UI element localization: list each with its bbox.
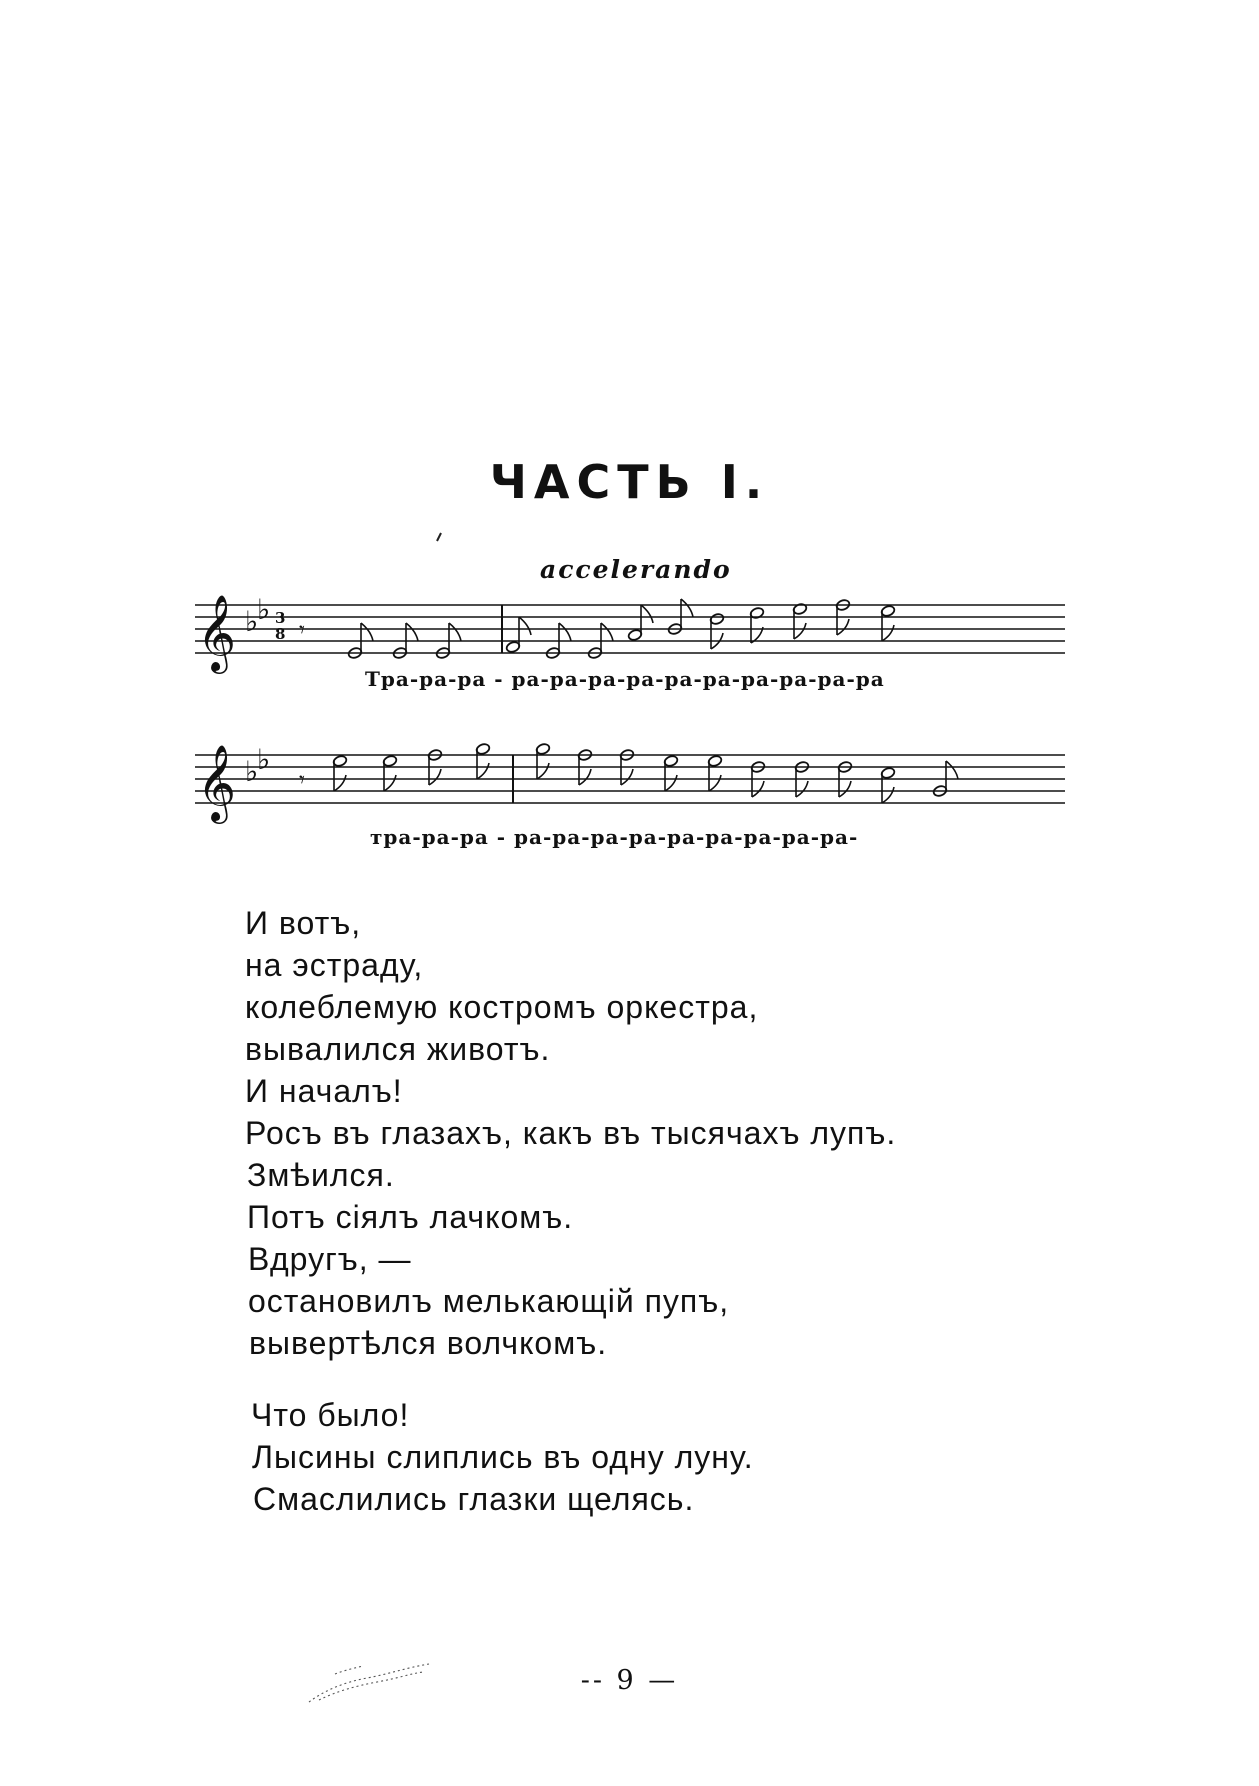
rest-icon: 𝄾 [299, 768, 305, 793]
poem-line: Смаслились глазки щелясь. [253, 1481, 695, 1517]
staff-2-notes [332, 743, 958, 803]
eighth-note [475, 743, 490, 779]
poem-line: вывалился животъ. [245, 1031, 551, 1067]
flat-sign-icon: ♭ [257, 743, 271, 776]
lyrics-line-1: Тра-ра-ра - ра-ра-ра-ра-ра-ра-ра-ра-ра-ра [365, 667, 885, 691]
eighth-note [663, 755, 678, 791]
music-staff-2 [195, 725, 1065, 835]
eighth-note [707, 755, 722, 791]
staff-lines [195, 605, 1065, 653]
poem-line: И началъ! [245, 1073, 403, 1109]
staff-2-drawing [195, 725, 1065, 835]
eighth-note [535, 743, 550, 779]
ink-mark [435, 532, 443, 542]
eighth-note [332, 755, 347, 791]
chapter-heading: ЧАСТЬ I. [489, 455, 770, 509]
eighth-note [627, 605, 653, 641]
poem-line: Змѣился. [247, 1157, 395, 1193]
eighth-note [505, 617, 531, 653]
flat-sign-icon: ♭ [245, 755, 259, 788]
eighth-note [792, 603, 807, 639]
poem-line: вывертѣлся волчкомъ. [249, 1325, 608, 1361]
poem-line: Вдругъ, — [248, 1241, 412, 1277]
lyrics-line-2: тра-ра-ра - ра-ра-ра-ра-ра-ра-ра-ра-ра- [370, 825, 859, 849]
poem-line: Потъ сіялъ лачкомъ. [247, 1199, 574, 1235]
poem-line: Что было! [251, 1397, 410, 1433]
time-signature: 8 [275, 625, 286, 643]
poem-line: остановилъ мелькающій пупъ, [248, 1283, 730, 1319]
eighth-note [749, 607, 764, 643]
flat-sign-icon: ♭ [245, 605, 259, 638]
poem-line: Лысины слиплись въ одну луну. [252, 1439, 754, 1475]
time-signature: 3 [275, 609, 286, 627]
rest-icon: 𝄾 [299, 618, 305, 643]
poem-line: колеблемую костромъ оркестра, [245, 989, 759, 1025]
eighth-note [880, 767, 895, 803]
poem-line: на эстраду, [245, 947, 424, 983]
eighth-note [709, 613, 724, 649]
treble-clef-icon: 𝄞 [197, 594, 237, 671]
poem-line: Росъ въ глазахъ, какъ въ тысячахъ лупъ. [245, 1115, 897, 1151]
page-number: -- 9 — [580, 1665, 679, 1696]
poem-line: И вотъ, [245, 905, 362, 941]
eighth-note [382, 755, 397, 791]
eighth-note [880, 605, 895, 641]
treble-clef-icon: 𝄞 [197, 744, 237, 821]
staff-lines [195, 755, 1065, 803]
tempo-marking: accelerando [540, 555, 732, 584]
flat-sign-icon: ♭ [257, 593, 271, 626]
